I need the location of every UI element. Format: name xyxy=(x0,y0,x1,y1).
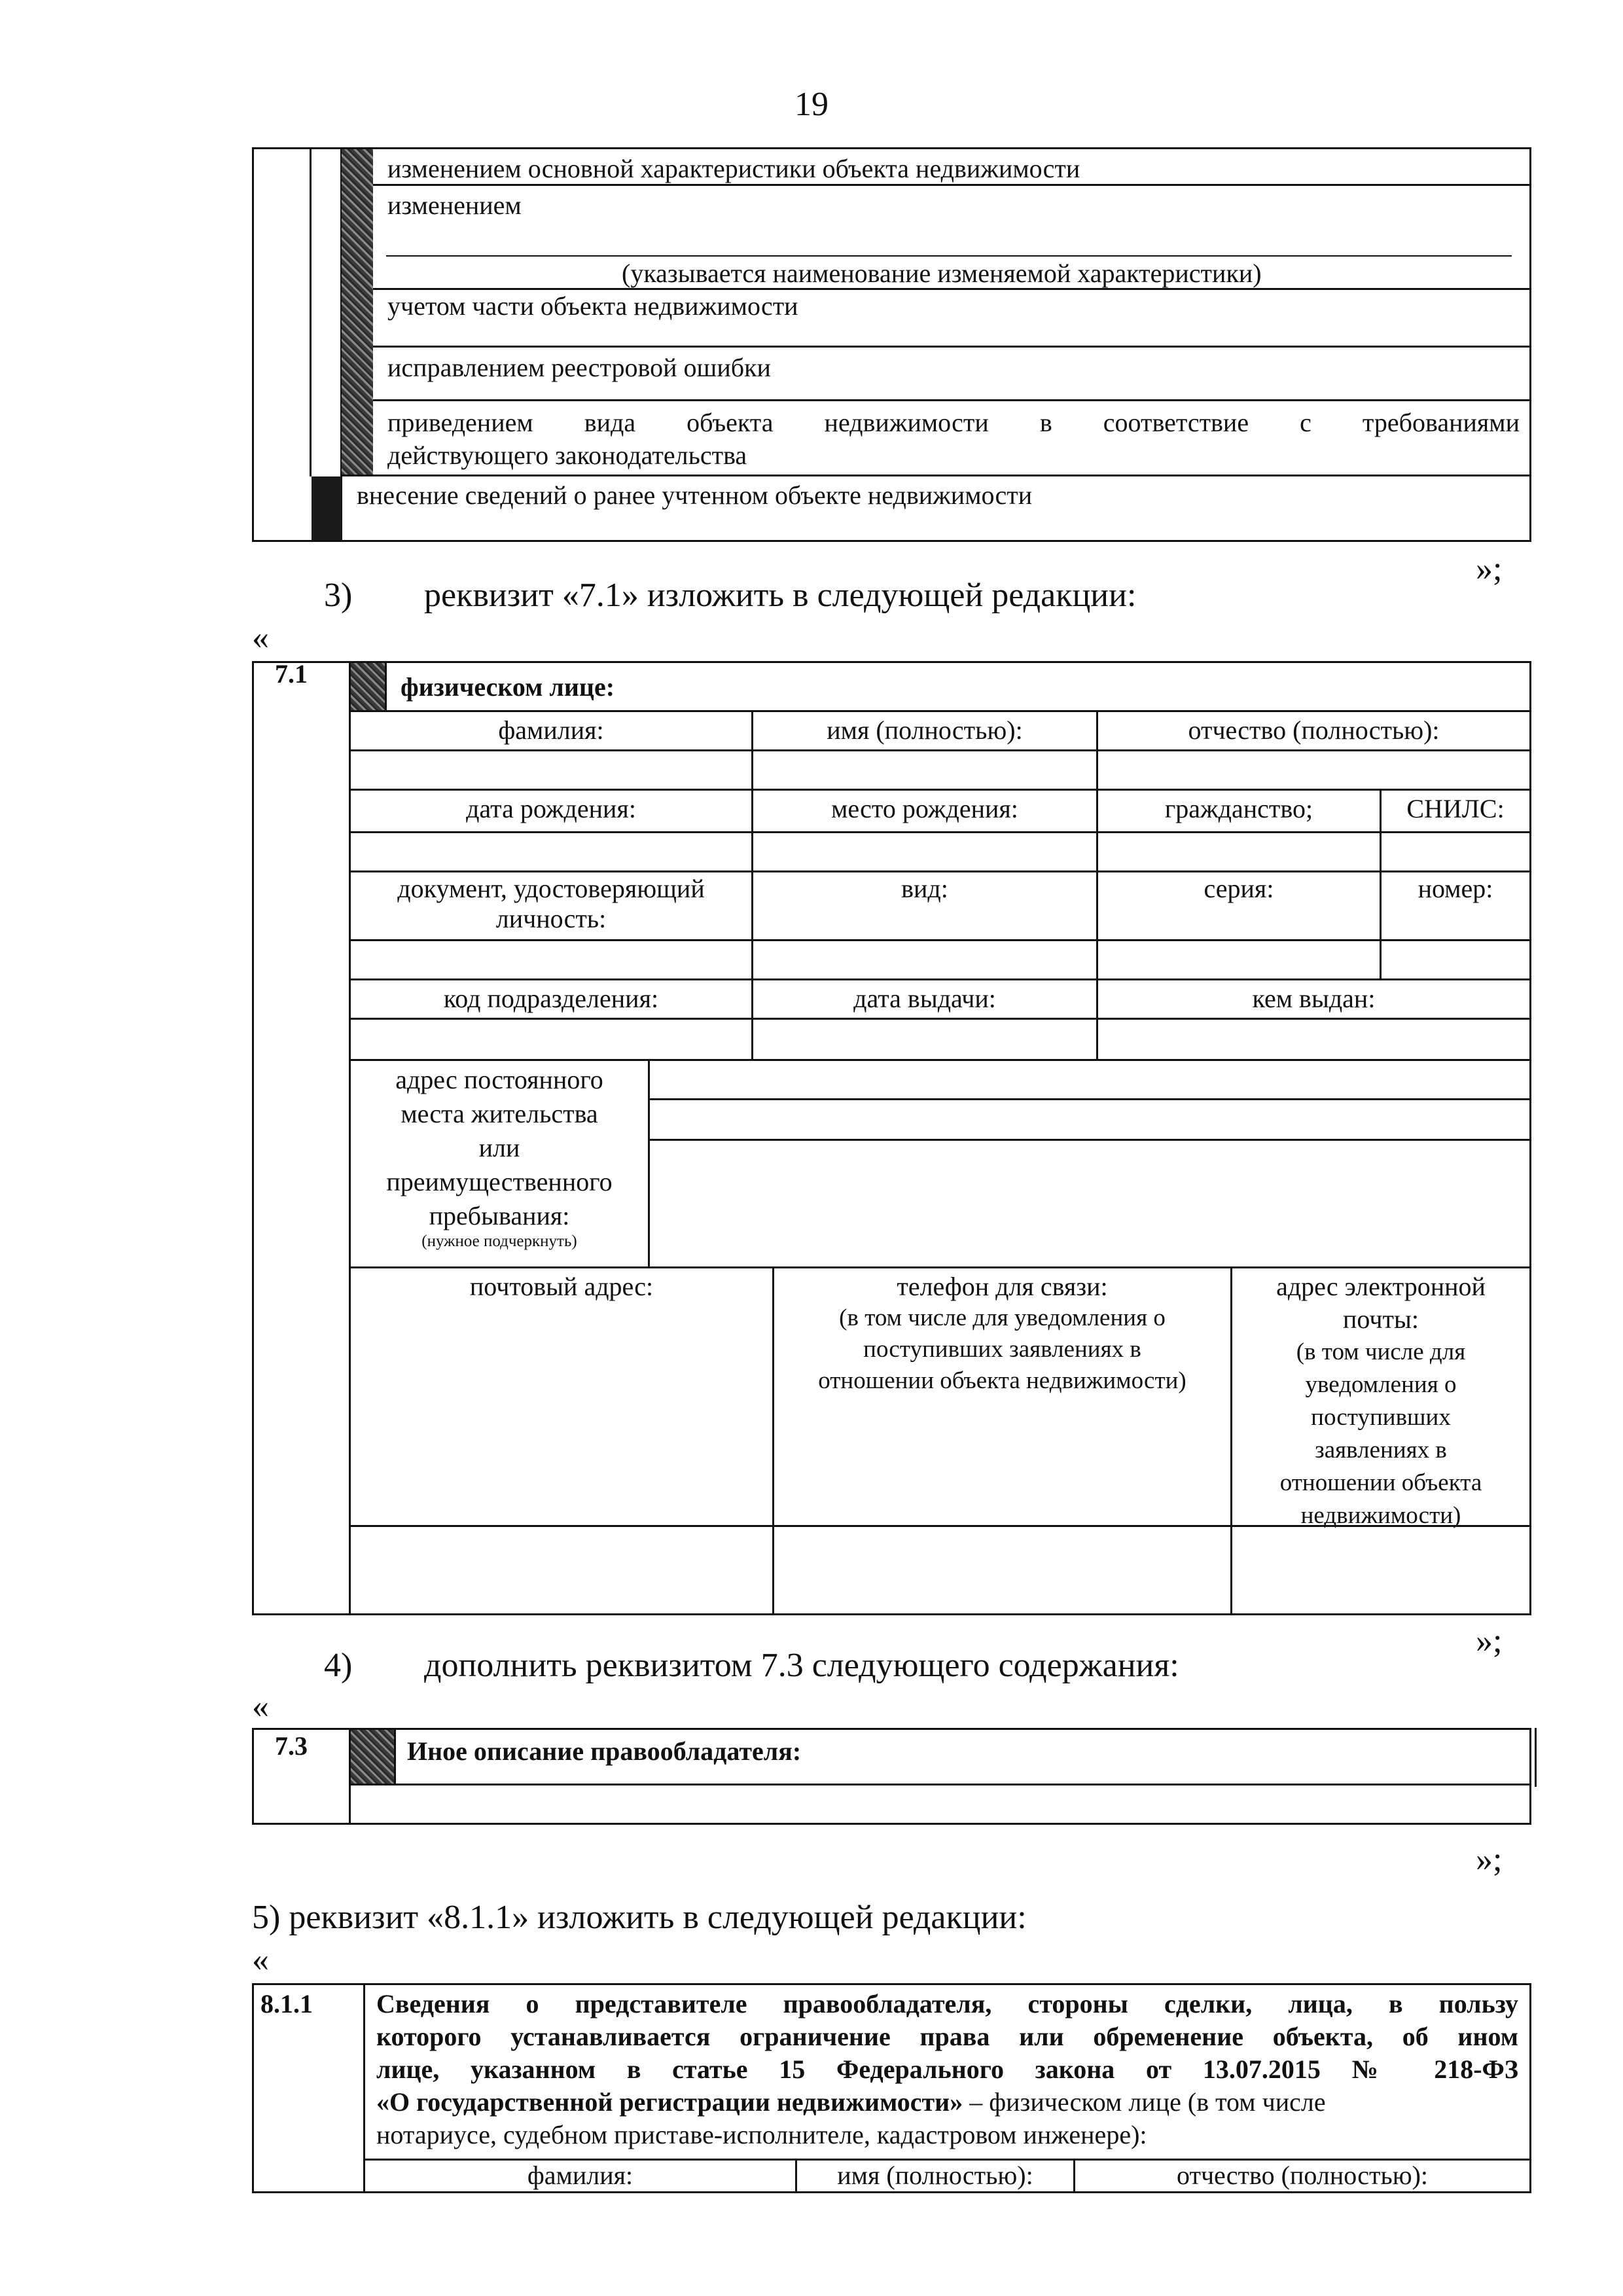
label-issue-date: дата выдачи: xyxy=(853,984,996,1013)
checkbox-icon-73 xyxy=(351,1730,394,1784)
label-email-6: заявлениях в xyxy=(1315,1437,1447,1463)
row-object-type-cont: действующего законодательства xyxy=(387,440,747,470)
label-postal-address: почтовый адрес: xyxy=(469,1272,654,1301)
close-quote-2: »; xyxy=(1476,1623,1503,1660)
label-citizenship: гражданство; xyxy=(1164,794,1313,823)
table811-line-4 xyxy=(376,2088,1326,2117)
table73-title: Иное описание правообладателя: xyxy=(407,1736,802,1766)
label-birth-date: дата рождения: xyxy=(466,794,636,823)
label-811-surname: фамилия: xyxy=(527,2161,633,2190)
label-phone-3: поступивших заявлениях в xyxy=(863,1336,1141,1363)
label-doc-type: вид: xyxy=(901,874,948,903)
table811-law-name: «О государственной регистрации недвижимости» xyxy=(376,2087,963,2117)
table811-line-5: нотариусе, судебном приставе-исполнителе, кадастровом инженере): xyxy=(376,2120,1147,2149)
label-email: адрес электронной xyxy=(1276,1272,1486,1301)
label-email-4: уведомления о xyxy=(1305,1371,1457,1398)
label-id-document-cont: личность: xyxy=(495,904,607,933)
row-change: изменением xyxy=(387,190,522,220)
item4-text: дополнить реквизитом 7.3 следующего содержания: xyxy=(424,1647,1179,1684)
close-quote-3: »; xyxy=(1476,1841,1503,1878)
label-email-7: отношении объекта xyxy=(1279,1469,1482,1496)
label-address-5: пребывания: xyxy=(429,1201,570,1230)
table811-number: 8.1.1 xyxy=(260,1989,313,2018)
table811-line-3: лице, указанном в статье 15 Федерального закона от 13.07.2015 № 218-ФЗ xyxy=(376,2054,1518,2084)
close-quote-1: »; xyxy=(1476,550,1503,588)
checkbox-column-dark xyxy=(312,476,342,540)
item4-number: 4) xyxy=(324,1647,353,1684)
label-name: имя (полностью): xyxy=(827,715,1023,745)
row-registry-error: исправлением реестровой ошибки xyxy=(387,353,771,382)
table73-number: 7.3 xyxy=(275,1731,308,1761)
label-email-2: почты: xyxy=(1343,1304,1419,1334)
row-object-type: приведением вида объекта недвижимости в соответствие с требованиями xyxy=(387,408,1520,437)
label-issued-by: кем выдан: xyxy=(1252,984,1376,1013)
checkbox-icon xyxy=(351,663,385,710)
label-id-document: документ, удостоверяющий xyxy=(397,874,705,903)
item3-number: 3) xyxy=(324,577,353,614)
table71-title: физическом лице: xyxy=(401,672,615,702)
table811-line-1: Сведения о представителе правообладателя, стороны сделки, лица, в пользу xyxy=(376,1989,1518,2018)
row-previously-registered: внесение сведений о ранее учтенном объекте недвижимости xyxy=(357,480,1033,510)
label-phone: телефон для связи: xyxy=(897,1272,1108,1301)
row-change-hint: (указывается наименование изменяемой характеристики) xyxy=(622,259,1262,288)
label-address-2: места жительства xyxy=(401,1099,598,1128)
item5-text: 5) реквизит «8.1.1» изложить в следующей редакции: xyxy=(252,1899,1027,1936)
label-email-3: (в том числе для xyxy=(1296,1338,1466,1365)
label-address-1: адрес постоянного xyxy=(395,1065,603,1094)
row-main-characteristic: изменением основной характеристики объекта недвижимости xyxy=(387,154,1080,183)
item3-text: реквизит «7.1» изложить в следующей редакции: xyxy=(424,577,1137,614)
page-number: 19 xyxy=(794,86,829,123)
label-birth-place: место рождения: xyxy=(831,794,1018,823)
label-address-note: (нужное подчеркнуть) xyxy=(421,1232,577,1250)
label-address-3: или xyxy=(478,1133,520,1162)
label-811-patronymic: отчество (полностью): xyxy=(1176,2161,1429,2190)
label-email-5: поступивших xyxy=(1311,1404,1451,1431)
label-division-code: код подразделения: xyxy=(443,984,659,1013)
table71-number: 7.1 xyxy=(275,659,308,689)
checkbox-column-shading xyxy=(342,149,373,475)
item4-open-quote: « xyxy=(252,1688,269,1725)
table811-line-4-tail: – физическом лице (в том числе xyxy=(963,2087,1326,2117)
item5-open-quote: « xyxy=(252,1941,269,1979)
label-email-8: недвижимости) xyxy=(1300,1502,1461,1529)
label-address-4: преимущественного xyxy=(386,1167,613,1196)
label-811-name: имя (полностью): xyxy=(837,2161,1033,2190)
item3-open-quote: « xyxy=(252,619,269,656)
label-phone-4: отношении объекта недвижимости) xyxy=(818,1367,1186,1394)
row-part-of-object: учетом части объекта недвижимости xyxy=(387,291,798,321)
label-doc-number: номер: xyxy=(1418,874,1493,903)
label-phone-2: (в том числе для уведомления о xyxy=(839,1304,1166,1331)
label-doc-series: серия: xyxy=(1204,874,1274,903)
label-snils: СНИЛС: xyxy=(1406,794,1505,823)
label-patronymic: отчество (полностью): xyxy=(1188,715,1440,745)
table811-line-2: которого устанавливается ограничение права или обременение объекта, об ином xyxy=(376,2022,1518,2051)
label-surname: фамилия: xyxy=(498,715,604,745)
